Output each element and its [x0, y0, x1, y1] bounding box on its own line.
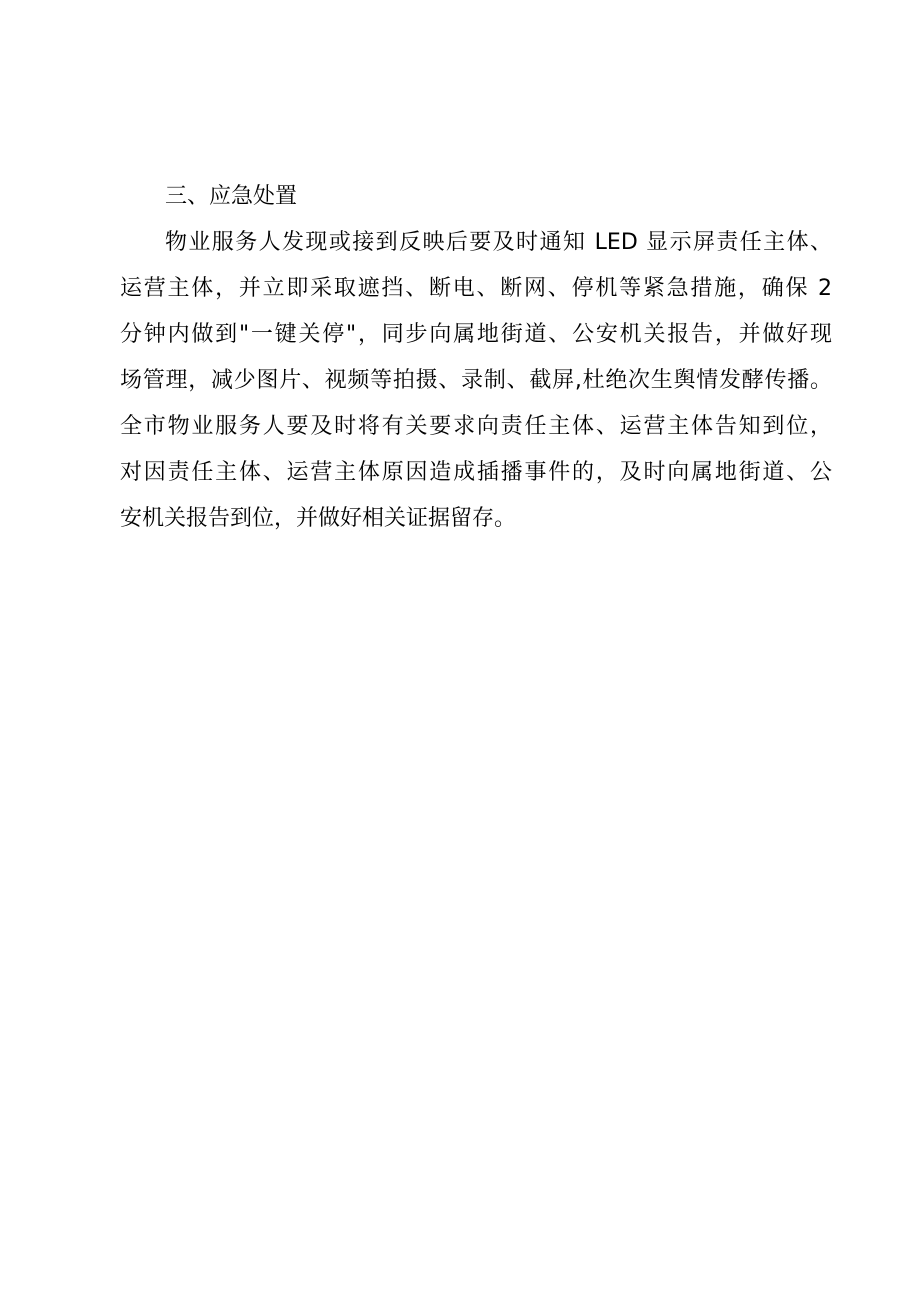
paragraph-line: 运营主体，并立即采取遮挡、断电、断网、停机等紧急措施，确保 2: [120, 276, 832, 301]
paragraph-line: 分钟内做到"一键关停"，同步向属地街道、公安机关报告，并做好现: [120, 322, 832, 347]
section-heading: 三、应急处置: [165, 184, 298, 209]
paragraph-line: 对因责任主体、运营主体原因造成插播事件的，及时向属地街道、公: [120, 460, 832, 485]
document-body: [120, 174, 832, 542]
body-paragraph: [120, 220, 832, 542]
paragraph-line: 全市物业服务人要及时将有关要求向责任主体、运营主体告知到位，: [120, 414, 832, 439]
paragraph-line: 物业服务人发现或接到反映后要及时通知 LED 显示屏责任主体、: [165, 230, 832, 255]
paragraph-line: 场管理，减少图片、视频等拍摄、录制、截屏,杜绝次生舆情发酵传播。: [120, 368, 832, 393]
paragraph-line: 安机关报告到位，并做好相关证据留存。: [120, 506, 517, 531]
